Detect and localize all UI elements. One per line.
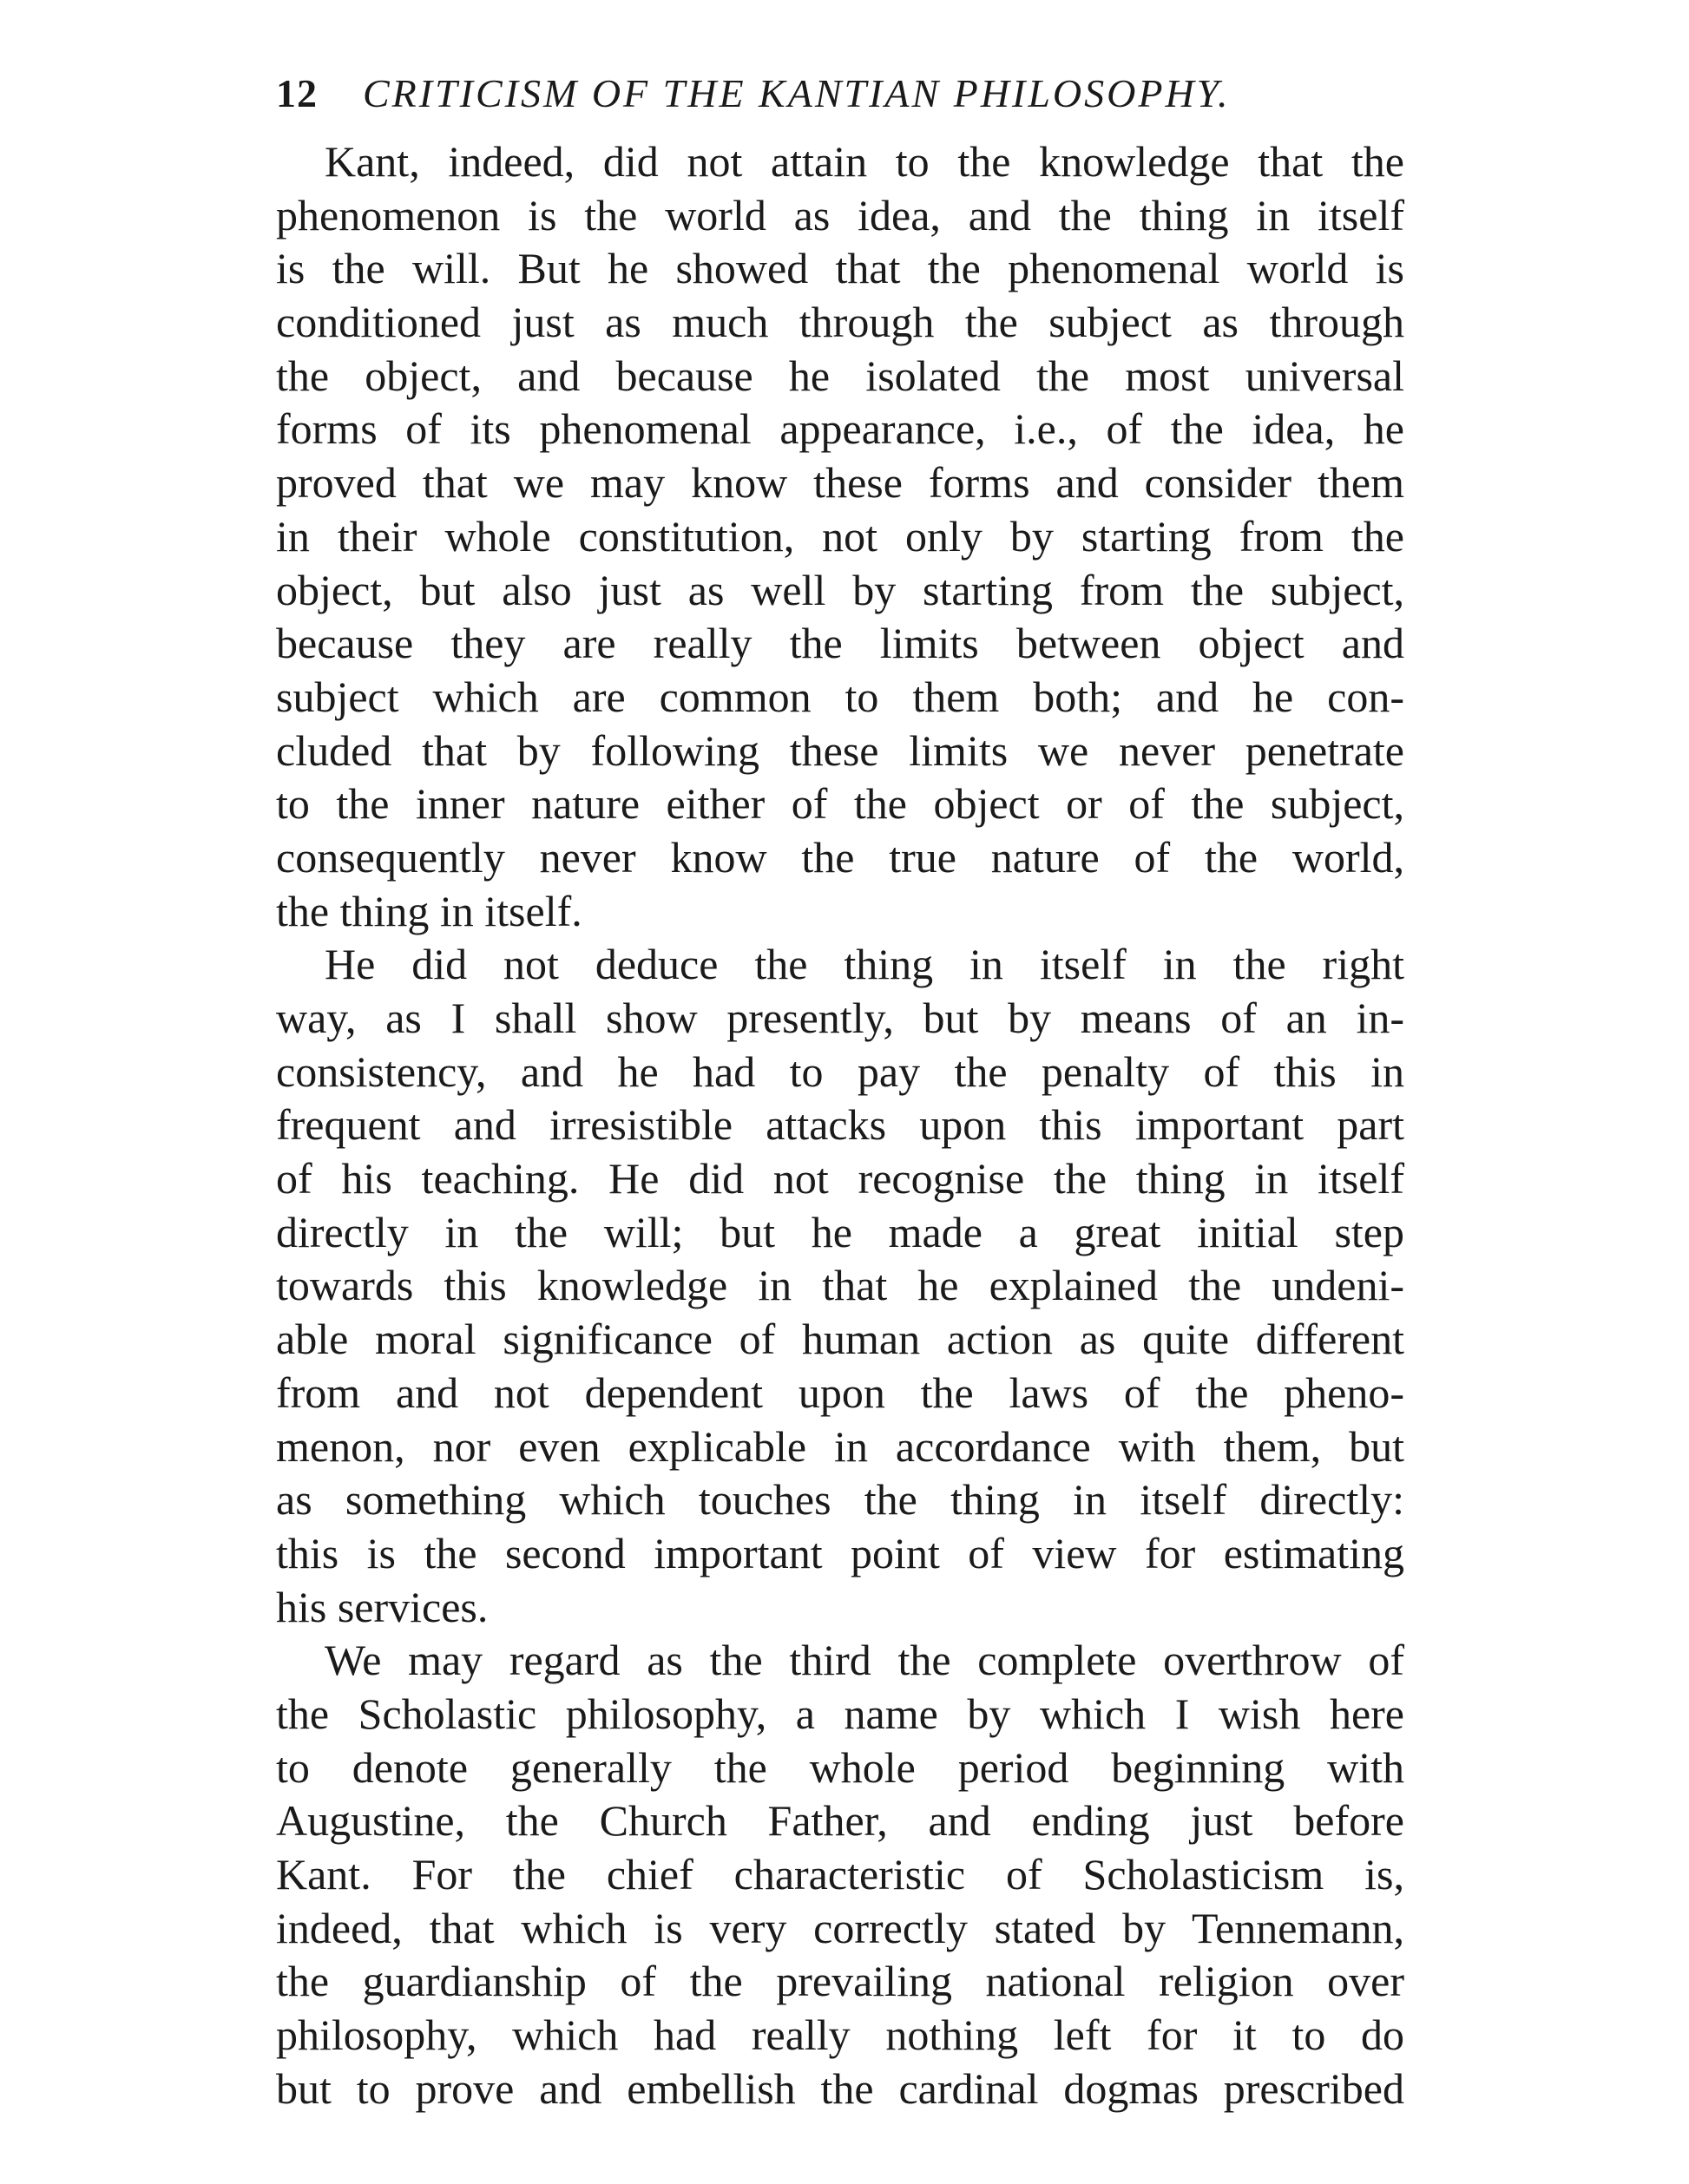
- text-line: phenomenon is the world as idea, and the thing in itself: [276, 190, 1404, 239]
- text-line: the guardianship of the prevailing national religion over: [276, 1957, 1404, 2006]
- text-line: the thing in itself.: [276, 886, 582, 935]
- text-line: way, as I shall show presently, but by means of an in-: [276, 994, 1404, 1042]
- paragraph: [276, 1634, 1404, 2115]
- paragraph: [276, 938, 1404, 1634]
- running-head: [276, 59, 1396, 128]
- running-title: CRITICISM OF THE KANTIAN PHILOSOPHY.: [363, 71, 1231, 115]
- text-line: is the will. But he showed that the phenomenal world is: [276, 244, 1404, 293]
- text-line: from and not dependent upon the laws of the pheno-: [276, 1367, 1404, 1417]
- text-line: philosophy, which had really nothing left for it to do: [276, 2010, 1404, 2060]
- text-line: able moral significance of human action as quite different: [276, 1315, 1404, 1364]
- text-line: in their whole constitution, not only by starting from the: [276, 511, 1404, 561]
- body-text: [276, 135, 1404, 2115]
- text-line: cluded that by following these limits we never penetrate: [276, 725, 1404, 775]
- text-line: his services.: [276, 1582, 489, 1631]
- text-line: menon, nor even explicable in accordance with them, but: [276, 1421, 1404, 1471]
- text-line: Augustine, the Church Father, and ending just before: [276, 1796, 1404, 1846]
- text-line: towards this knowledge in that he explained the undeni-: [276, 1261, 1404, 1310]
- text-line: to denote generally the whole period beginning with: [276, 1742, 1404, 1792]
- text-line: forms of its phenomenal appearance, i.e., of the idea, he: [276, 404, 1404, 454]
- text-line: the Scholastic philosophy, a name by which I wish here: [276, 1689, 1404, 1738]
- text-line: directly in the will; but he made a great initial step: [276, 1207, 1404, 1256]
- text-line: object, but also just as well by starting from the subject,: [276, 565, 1404, 614]
- text-line: Kant. For the chief characteristic of Scholasticism is,: [276, 1850, 1404, 1899]
- text-line: because they are really the limits between object and: [276, 619, 1404, 668]
- text-line: He did not deduce the thing in itself in the right: [325, 940, 1404, 989]
- text-line: this is the second important point of view for estimating: [276, 1528, 1404, 1577]
- text-line: but to prove and embellish the cardinal dogmas prescribed: [276, 2063, 1404, 2113]
- text-line: Kant, indeed, did not attain to the knowledge that the: [325, 137, 1404, 186]
- page-number: 12: [276, 71, 318, 115]
- text-line: frequent and irresistible attacks upon this important part: [276, 1100, 1404, 1150]
- text-line: as something which touches the thing in itself directly:: [276, 1475, 1404, 1525]
- text-line: We may regard as the third the complete overthrow of: [325, 1636, 1404, 1685]
- text-line: the object, and because he isolated the most universal: [276, 351, 1404, 400]
- paragraph: [276, 135, 1404, 938]
- text-line: conditioned just as much through the subject as through: [276, 298, 1404, 347]
- text-line: consequently never know the true nature of the world,: [276, 832, 1404, 882]
- text-line: proved that we may know these forms and consider them: [276, 458, 1404, 508]
- text-line: to the inner nature either of the object or of the subject,: [276, 779, 1404, 829]
- text-line: subject which are common to them both; and he con-: [276, 672, 1404, 721]
- text-line: indeed, that which is very correctly stated by Tennemann,: [276, 1903, 1404, 1952]
- text-line: consistency, and he had to pay the penalty of this in: [276, 1046, 1404, 1096]
- text-line: of his teaching. He did not recognise the thing in itself: [276, 1154, 1404, 1203]
